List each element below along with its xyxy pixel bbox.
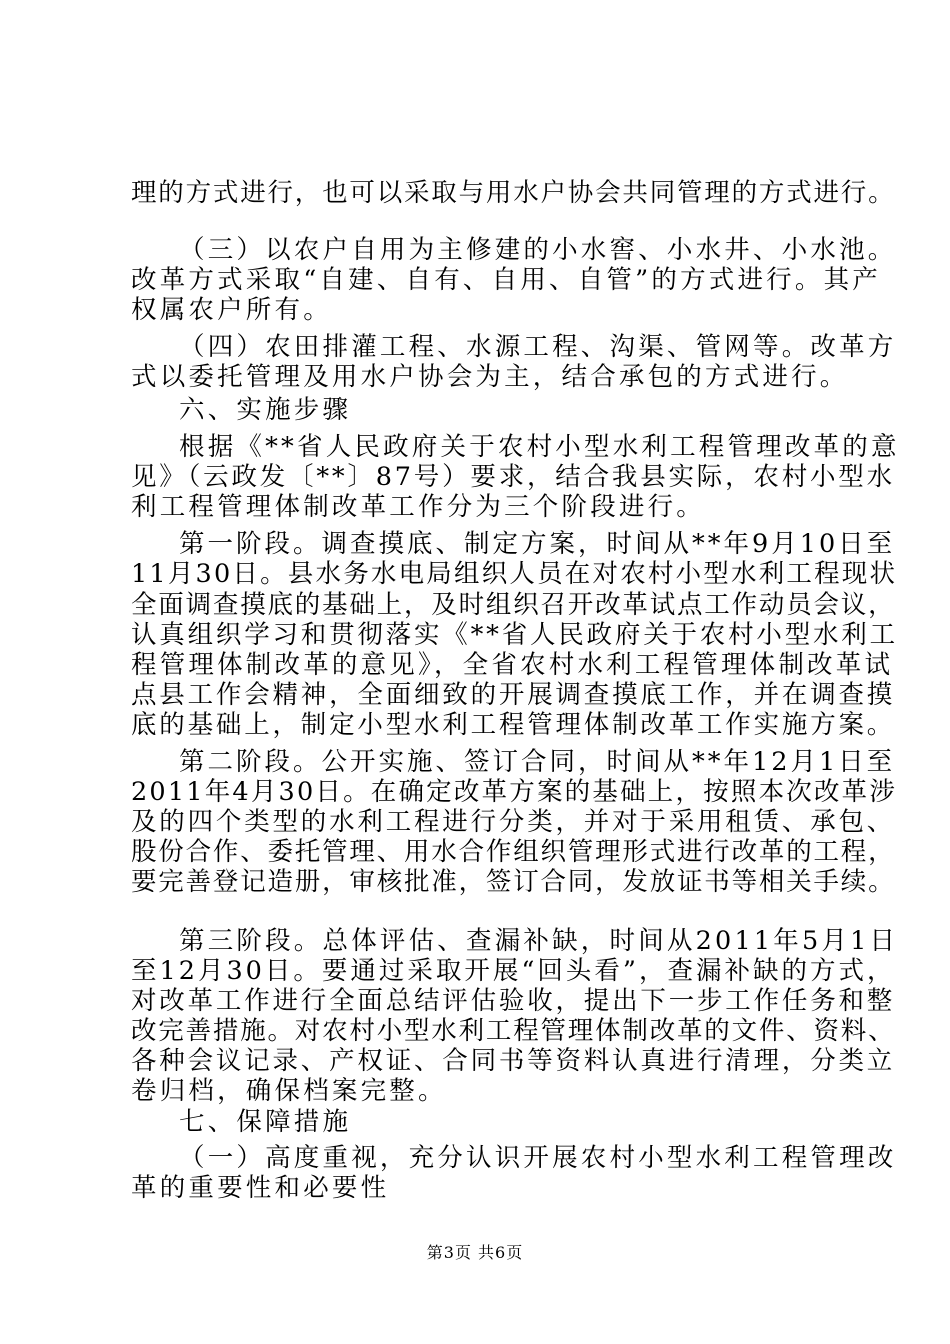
text-line: 根据《**省人民政府关于农村小型水利工程管理改革的意 [179, 432, 900, 462]
text-line: 至12月30日。要通过采取开展“回头看”，查漏补缺的方式， [131, 956, 896, 986]
text-line: 见》（云政发〔**〕87号）要求，结合我县实际，农村小型水 [131, 462, 895, 492]
page-footer: 第3页 共6页 [426, 1243, 524, 1262]
text-line: 底的基础上，制定小型水利工程管理体制改革工作实施方案。 [131, 710, 896, 740]
text-line: 点县工作会精神，全面细致的开展调查摸底工作，并在调查摸 [131, 680, 896, 710]
text-line: 第二阶段。公开实施、签订合同，时间从**年12月1日至 [179, 747, 896, 777]
text-line: 股份合作、委托管理、用水合作组织管理形式进行改革的工程， [131, 837, 896, 867]
text-line: （一）高度重视，充分认识开展农村小型水利工程管理改 [179, 1143, 897, 1173]
text-line: 理的方式进行，也可以采取与用水户协会共同管理的方式进行。 [131, 178, 896, 208]
text-line: （三）以农户自用为主修建的小水窖、小水井、小水池。 [179, 235, 897, 265]
text-line: 对改革工作进行全面总结评估验收，提出下一步工作任务和整 [131, 986, 896, 1016]
text-line: 权属农户所有。 [131, 295, 332, 325]
text-line: 要完善登记造册，审核批准，签订合同，发放证书等相关手续。 [131, 867, 896, 897]
text-line: 改完善措施。对农村小型水利工程管理体制改革的文件、资料、 [131, 1016, 896, 1046]
text-line: 革的重要性和必要性 [131, 1173, 390, 1203]
text-line: 全面调查摸底的基础上，及时组织召开改革试点工作动员会议， [131, 590, 896, 620]
section-heading: 六、实施步骤 [179, 395, 352, 425]
text-line: 第三阶段。总体评估、查漏补缺，时间从2011年5月1日 [179, 926, 899, 956]
text-line: 第一阶段。调查摸底、制定方案，时间从**年9月10日至 [179, 529, 896, 559]
text-line: 2011年4月30日。在确定改革方案的基础上，按照本次改革涉 [131, 777, 898, 807]
text-line: 认真组织学习和贯彻落实《**省人民政府关于农村小型水利工 [131, 620, 898, 650]
text-line: 利工程管理体制改革工作分为三个阶段进行。 [131, 492, 706, 522]
text-line: 各种会议记录、产权证、合同书等资料认真进行清理，分类立 [131, 1046, 896, 1076]
text-line: 式以委托管理及用水户协会为主，结合承包的方式进行。 [131, 362, 849, 392]
section-heading: 七、保障措施 [179, 1107, 352, 1137]
text-line: 程管理体制改革的意见》，全省农村水利工程管理体制改革试 [131, 650, 894, 680]
text-line: 11月30日。县水务水电局组织人员在对农村小型水利工程现状 [131, 559, 898, 589]
text-line: 卷归档，确保档案完整。 [131, 1076, 447, 1106]
text-line: 改革方式采取“自建、自有、自用、自管”的方式进行。其产 [131, 265, 881, 295]
text-line: （四）农田排灌工程、水源工程、沟渠、管网等。改革方 [179, 332, 897, 362]
text-line: 及的四个类型的水利工程进行分类，并对于采用租赁、承包、 [131, 807, 896, 837]
